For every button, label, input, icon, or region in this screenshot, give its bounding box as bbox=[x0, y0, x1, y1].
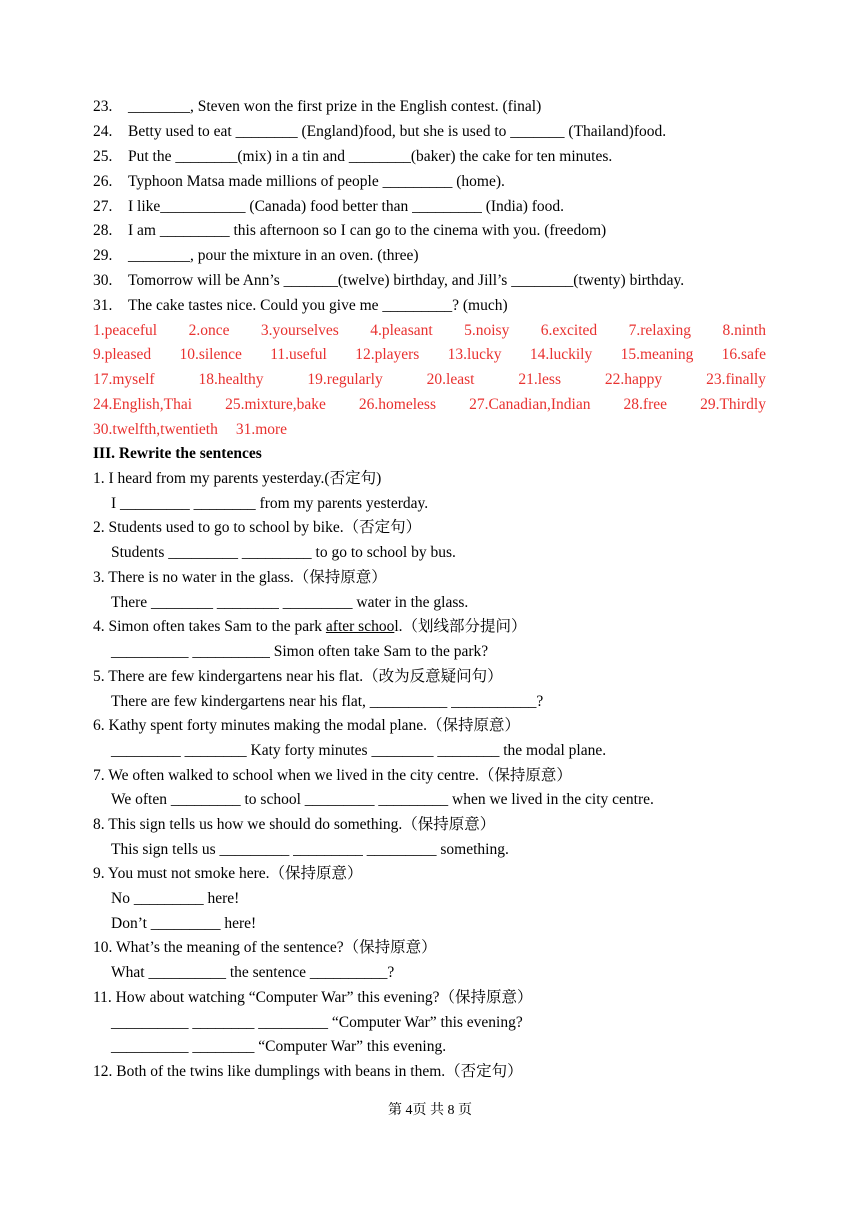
rewrite-answer-line: I _________ ________ from my parents yesterday. bbox=[111, 495, 429, 512]
rewrite-question: 5. There are few kindergartens near his flat.（改为反意疑问句） bbox=[93, 668, 503, 685]
rewrite-question: 10. What’s the meaning of the sentence?（保持原意） bbox=[93, 939, 437, 956]
answer-item: 3.yourselves bbox=[260, 322, 339, 339]
answer-item: 21.less bbox=[518, 371, 561, 388]
answer-item: 25.mixture,bake bbox=[225, 396, 326, 413]
answer-item: 24.English,Thai bbox=[93, 396, 193, 413]
answer-item: 14.luckily bbox=[529, 346, 593, 363]
answer-item: 29.Thirdly bbox=[700, 396, 766, 413]
rewrite-answer-line: Don’t _________ here! bbox=[111, 915, 257, 932]
rewrite-question: 6. Kathy spent forty minutes making the modal plane.（保持原意） bbox=[93, 717, 521, 734]
question-29: 29. ________, pour the mixture in an oven. (three) bbox=[93, 247, 419, 264]
rewrite-question: 8. This sign tells us how we should do something.（保持原意） bbox=[93, 816, 496, 833]
answer-row bbox=[93, 395, 766, 415]
rewrite-question: 1. I heard from my parents yesterday.(否定句) bbox=[93, 470, 382, 487]
answer-item: 16.safe bbox=[721, 346, 766, 363]
answer-item: 10.silence bbox=[179, 346, 242, 363]
question-30: 30. Tomorrow will be Ann’s _______(twelve) birthday, and Jill’s ________(twenty) birthday. bbox=[93, 272, 685, 289]
answer-item: 23.finally bbox=[706, 371, 766, 388]
rewrite-question: 2. Students used to go to school by bike.（否定句） bbox=[93, 519, 422, 536]
question-23: 23. ________, Steven won the first prize in the English contest. (final) bbox=[93, 98, 542, 115]
rewrite-question: 7. We often walked to school when we lived in the city centre.（保持原意） bbox=[93, 767, 572, 784]
rewrite-question: 9. You must not smoke here.（保持原意） bbox=[93, 865, 363, 882]
answer-item: 6.excited bbox=[540, 322, 598, 339]
rewrite-answer-line: We often _________ to school _________ _________ when we lived in the city centre. bbox=[111, 791, 654, 808]
rewrite-answer-line: _________ ________ Katy forty minutes ________ ________ the modal plane. bbox=[111, 742, 607, 759]
rewrite-question: 4. Simon often takes Sam to the park after school.（划线部分提问） bbox=[93, 618, 527, 635]
answer-row bbox=[93, 321, 766, 341]
answer-item: 15.meaning bbox=[620, 346, 694, 363]
answer-item: 13.lucky bbox=[447, 346, 502, 363]
question-31: 31. The cake tastes nice. Could you give me _________? (much) bbox=[93, 297, 508, 314]
answer-item: 11.useful bbox=[270, 346, 327, 363]
underlined-phrase: after schoo bbox=[325, 618, 395, 635]
rewrite-answer-line: __________ __________ Simon often take Sam to the park? bbox=[111, 643, 489, 660]
answer-item: 28.free bbox=[623, 396, 667, 413]
rewrite-answer-line: This sign tells us _________ _________ _________ something. bbox=[111, 841, 509, 858]
answer-row bbox=[93, 370, 766, 390]
rewrite-answer-line: Students _________ _________ to go to school by bus. bbox=[111, 544, 456, 561]
rewrite-answer-line: __________ ________ “Computer War” this evening. bbox=[111, 1038, 447, 1055]
answer-item: 27.Canadian,Indian bbox=[469, 396, 591, 413]
answer-item: 20.least bbox=[426, 371, 475, 388]
answer-item: 18.healthy bbox=[198, 371, 264, 388]
answer-item: 12.players bbox=[355, 346, 420, 363]
section-heading: III. Rewrite the sentences bbox=[93, 445, 262, 462]
question-27: 27. I like___________ (Canada) food better than _________ (India) food. bbox=[93, 198, 565, 215]
answer-item: 4.pleasant bbox=[370, 322, 433, 339]
question-24: 24. Betty used to eat ________ (England)food, but she is used to _______ (Thailand)food. bbox=[93, 123, 667, 140]
answer-item: 8.ninth bbox=[722, 322, 766, 339]
rewrite-answer-line: There are few kindergartens near his flat, __________ ___________? bbox=[111, 693, 544, 710]
question-26: 26. Typhoon Matsa made millions of people _________ (home). bbox=[93, 173, 505, 190]
rewrite-answer-line: __________ ________ _________ “Computer War” this evening? bbox=[111, 1014, 523, 1031]
answer-item: 5.noisy bbox=[464, 322, 510, 339]
answer-row bbox=[93, 345, 766, 365]
rewrite-question: 3. There is no water in the glass.（保持原意） bbox=[93, 569, 387, 586]
answer-row bbox=[93, 420, 766, 440]
rewrite-answer-line: What __________ the sentence __________? bbox=[111, 964, 395, 981]
answer-item: 22.happy bbox=[604, 371, 663, 388]
answer-item: 1.peaceful bbox=[93, 322, 158, 339]
rewrite-answer-line: No _________ here! bbox=[111, 890, 240, 907]
answer-item: 17.myself bbox=[93, 371, 155, 388]
answer-item: 9.pleased bbox=[93, 346, 152, 363]
answer-item: 26.homeless bbox=[358, 396, 436, 413]
answer-item: 30.twelfth,twentieth bbox=[93, 421, 218, 438]
question-28: 28. I am _________ this afternoon so I can go to the cinema with you. (freedom) bbox=[93, 222, 607, 239]
answer-item: 31.more bbox=[235, 421, 288, 438]
answer-item: 19.regularly bbox=[307, 371, 383, 388]
answer-item: 7.relaxing bbox=[628, 322, 692, 339]
question-25: 25. Put the ________(mix) in a tin and ________(baker) the cake for ten minutes. bbox=[93, 148, 613, 165]
rewrite-question: 12. Both of the twins like dumplings with beans in them.（否定句） bbox=[93, 1063, 523, 1080]
rewrite-question: 11. How about watching “Computer War” this evening?（保持原意） bbox=[93, 989, 533, 1006]
rewrite-answer-line: There ________ ________ _________ water in the glass. bbox=[111, 594, 469, 611]
answer-item: 2.once bbox=[188, 322, 230, 339]
page-footer: 第 4页 共 8 页 bbox=[388, 1103, 472, 1118]
